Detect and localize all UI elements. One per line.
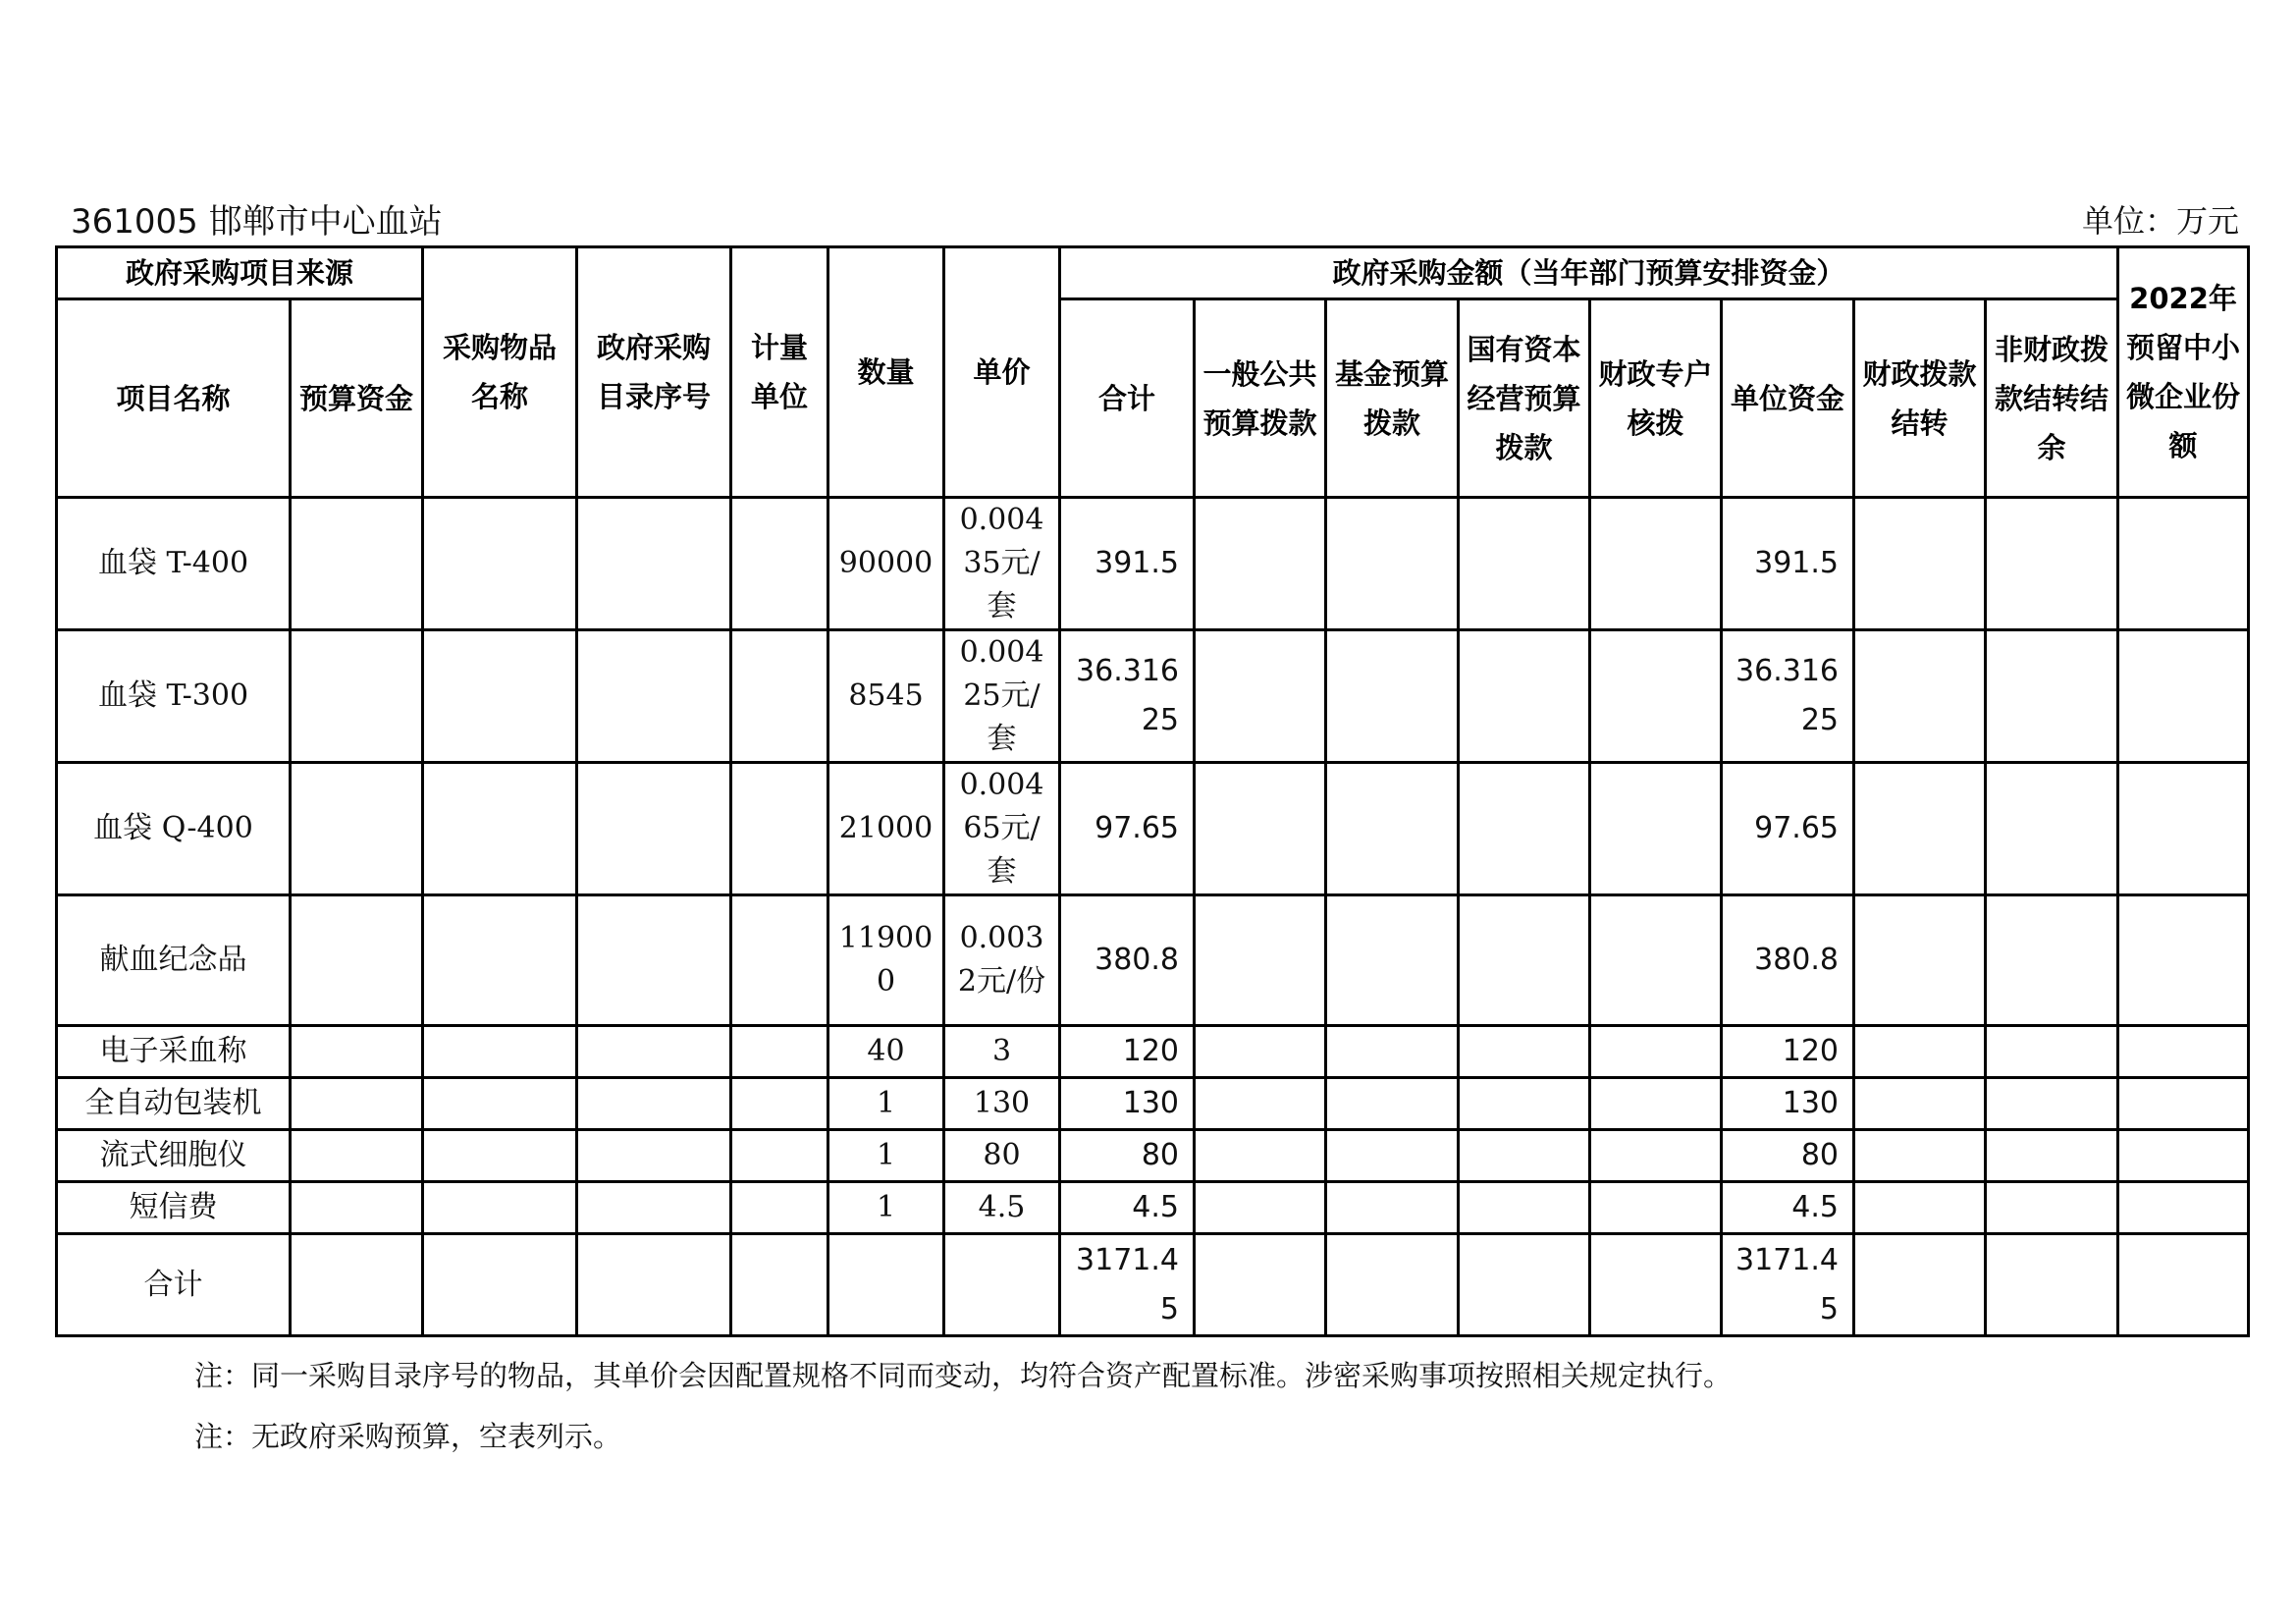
header-fund-budget: 基金预算拨款 bbox=[1326, 299, 1459, 498]
table-row bbox=[57, 895, 2249, 1026]
table-row bbox=[57, 630, 2249, 763]
unit-fund-cell: 120 bbox=[1722, 1026, 1854, 1078]
table-row bbox=[57, 1078, 2249, 1130]
sum-unit-fund-cell: 3171.45 bbox=[1722, 1234, 1854, 1336]
quantity-cell: 90000 bbox=[828, 498, 944, 630]
header-sme-share: 2022年预留中小微企业份额 bbox=[2118, 247, 2249, 498]
unit-price-cell: 0.0032元/份 bbox=[944, 895, 1060, 1026]
project-name-cell: 献血纪念品 bbox=[57, 895, 291, 1026]
project-name-cell: 流式细胞仪 bbox=[57, 1130, 291, 1182]
unit-fund-cell: 380.8 bbox=[1722, 895, 1854, 1026]
unit-price-cell: 0.00435元/套 bbox=[944, 498, 1060, 630]
unit-price-cell: 4.5 bbox=[944, 1182, 1060, 1234]
quantity-cell: 1 bbox=[828, 1182, 944, 1234]
sum-row bbox=[57, 1234, 2249, 1336]
project-name-cell: 血袋 T-400 bbox=[57, 498, 291, 630]
header-item-name: 采购物品名称 bbox=[423, 247, 577, 498]
unit-price-cell: 0.00465元/套 bbox=[944, 763, 1060, 895]
header-group-source: 政府采购项目来源 bbox=[57, 247, 423, 299]
unit-fund-cell: 97.65 bbox=[1722, 763, 1854, 895]
organization-title: 361005 邯郸市中心血站 bbox=[71, 202, 443, 242]
header-general-public: 一般公共预算拨款 bbox=[1195, 299, 1326, 498]
project-name-cell: 短信费 bbox=[57, 1182, 291, 1234]
unit-label: 单位：万元 bbox=[2081, 202, 2239, 240]
header-carryover: 财政拨款结转 bbox=[1854, 299, 1986, 498]
table-row bbox=[57, 1182, 2249, 1234]
project-name-cell: 电子采血称 bbox=[57, 1026, 291, 1078]
note-2: 注：无政府采购预算，空表列示。 bbox=[194, 1420, 622, 1453]
header-total: 合计 bbox=[1060, 299, 1195, 498]
total-cell: 80 bbox=[1060, 1130, 1195, 1182]
table-row bbox=[57, 763, 2249, 895]
header-unit-price: 单价 bbox=[944, 247, 1060, 498]
quantity-cell: 8545 bbox=[828, 630, 944, 763]
total-cell: 36.31625 bbox=[1060, 630, 1195, 763]
quantity-cell: 21000 bbox=[828, 763, 944, 895]
total-cell: 130 bbox=[1060, 1078, 1195, 1130]
header-special-account: 财政专户核拨 bbox=[1590, 299, 1722, 498]
quantity-cell: 1 bbox=[828, 1078, 944, 1130]
total-cell: 4.5 bbox=[1060, 1182, 1195, 1234]
total-cell: 391.5 bbox=[1060, 498, 1195, 630]
unit-price-cell: 130 bbox=[944, 1078, 1060, 1130]
table-row bbox=[57, 498, 2249, 630]
notes bbox=[194, 1345, 1732, 1467]
project-name-cell: 全自动包装机 bbox=[57, 1078, 291, 1130]
procurement-table bbox=[55, 245, 2250, 1337]
table-row bbox=[57, 1026, 2249, 1078]
table-row bbox=[57, 1130, 2249, 1182]
project-name-cell: 血袋 T-300 bbox=[57, 630, 291, 763]
unit-fund-cell: 80 bbox=[1722, 1130, 1854, 1182]
header-non-fiscal-carryover: 非财政拨款结转结余 bbox=[1986, 299, 2118, 498]
unit-fund-cell: 4.5 bbox=[1722, 1182, 1854, 1234]
sum-total-cell: 3171.45 bbox=[1060, 1234, 1195, 1336]
quantity-cell: 40 bbox=[828, 1026, 944, 1078]
sum-label-cell: 合计 bbox=[57, 1234, 291, 1336]
header-unit-fund: 单位资金 bbox=[1722, 299, 1854, 498]
unit-fund-cell: 391.5 bbox=[1722, 498, 1854, 630]
note-1: 注：同一采购目录序号的物品，其单价会因配置规格不同而变动，均符合资产配置标准。涉密采购事项按照相关规定执行。 bbox=[194, 1359, 1733, 1392]
header-catalog-no: 政府采购目录序号 bbox=[577, 247, 731, 498]
header-measure-unit: 计量单位 bbox=[731, 247, 828, 498]
unit-fund-cell: 36.31625 bbox=[1722, 630, 1854, 763]
total-cell: 97.65 bbox=[1060, 763, 1195, 895]
header-project-name: 项目名称 bbox=[57, 299, 291, 498]
project-name-cell: 血袋 Q-400 bbox=[57, 763, 291, 895]
header-group-amount: 政府采购金额（当年部门预算安排资金） bbox=[1060, 247, 2118, 299]
header-state-capital: 国有资本经营预算拨款 bbox=[1459, 299, 1590, 498]
header-budget-fund: 预算资金 bbox=[291, 299, 423, 498]
unit-fund-cell: 130 bbox=[1722, 1078, 1854, 1130]
quantity-cell: 1 bbox=[828, 1130, 944, 1182]
unit-price-cell: 3 bbox=[944, 1026, 1060, 1078]
unit-price-cell: 0.00425元/套 bbox=[944, 630, 1060, 763]
quantity-cell: 119000 bbox=[828, 895, 944, 1026]
total-cell: 380.8 bbox=[1060, 895, 1195, 1026]
total-cell: 120 bbox=[1060, 1026, 1195, 1078]
header-quantity: 数量 bbox=[828, 247, 944, 498]
unit-price-cell: 80 bbox=[944, 1130, 1060, 1182]
